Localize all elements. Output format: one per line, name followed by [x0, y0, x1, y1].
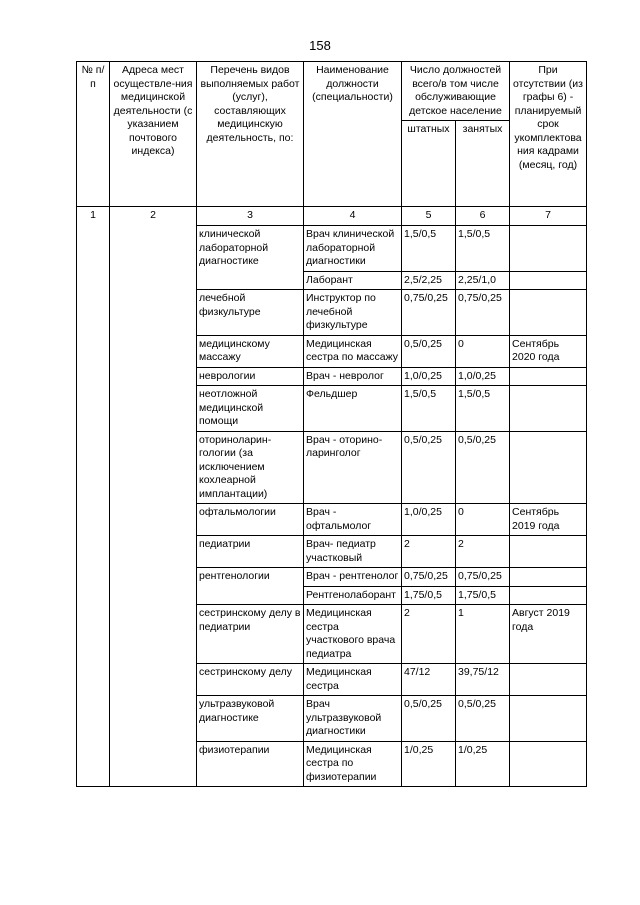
row-occupied-count: 0,75/0,25 — [456, 568, 510, 587]
row-address-cell — [110, 367, 197, 386]
row-number-cell — [77, 290, 110, 336]
row-occupied-count: 0,5/0,25 — [456, 696, 510, 742]
row-address-cell — [110, 290, 197, 336]
header-row — [77, 62, 587, 121]
colnum-3: 3 — [197, 207, 304, 226]
row-number-cell — [77, 226, 110, 272]
row-staffing-term — [510, 586, 587, 605]
row-work-type: ультразвуковой диагностике — [197, 696, 304, 742]
row-address-cell — [110, 226, 197, 272]
page-number: 158 — [309, 38, 331, 53]
row-occupied-count: 0,5/0,25 — [456, 431, 510, 504]
table-row — [77, 586, 587, 605]
row-position: Врач клинической лабораторной диагностики — [304, 226, 402, 272]
row-work-type: медицинскому массажу — [197, 335, 304, 367]
table-row — [77, 568, 587, 587]
table-row — [77, 664, 587, 696]
row-staffing-term — [510, 271, 587, 290]
colnum-4: 4 — [304, 207, 402, 226]
row-occupied-count: 0,75/0,25 — [456, 290, 510, 336]
row-staff-count: 1,0/0,25 — [402, 504, 456, 536]
row-address-cell — [110, 586, 197, 605]
row-address-cell — [110, 696, 197, 742]
row-staffing-term: Август 2019 года — [510, 605, 587, 664]
row-staffing-term — [510, 568, 587, 587]
row-staff-count: 1,5/0,5 — [402, 226, 456, 272]
row-staff-count: 47/12 — [402, 664, 456, 696]
row-number-cell — [77, 335, 110, 367]
row-position: Врач ультразвуковой диагностики — [304, 696, 402, 742]
row-staff-count: 1,5/0,5 — [402, 386, 456, 432]
column-numbers-row — [77, 207, 587, 226]
row-occupied-count: 1 — [456, 605, 510, 664]
row-number-cell — [77, 536, 110, 568]
row-work-type: неврологии — [197, 367, 304, 386]
row-position: Врач - невролог — [304, 367, 402, 386]
row-position: Рентгенолаборант — [304, 586, 402, 605]
row-staff-count: 1,75/0,5 — [402, 586, 456, 605]
row-number-cell — [77, 741, 110, 787]
row-staffing-term: Сентябрь 2019 года — [510, 504, 587, 536]
row-address-cell — [110, 504, 197, 536]
row-address-cell — [110, 431, 197, 504]
row-number-cell — [77, 504, 110, 536]
row-address-cell — [110, 568, 197, 587]
row-work-type: сестринскому делу в педиатрии — [197, 605, 304, 664]
row-address-cell — [110, 741, 197, 787]
row-address-cell — [110, 335, 197, 367]
table-row — [77, 271, 587, 290]
row-work-type: педиатрии — [197, 536, 304, 568]
row-staffing-term — [510, 696, 587, 742]
row-number-cell — [77, 696, 110, 742]
row-position: Медицинская сестра участкового врача педиатра — [304, 605, 402, 664]
row-address-cell — [110, 271, 197, 290]
table-row — [77, 386, 587, 432]
table-row — [77, 290, 587, 336]
row-work-type: сестринскому делу — [197, 664, 304, 696]
row-staffing-term — [510, 741, 587, 787]
colnum-5: 5 — [402, 207, 456, 226]
header-staff: штатных — [402, 121, 456, 207]
row-staffing-term — [510, 536, 587, 568]
colnum-6: 6 — [456, 207, 510, 226]
table-row — [77, 335, 587, 367]
row-occupied-count: 2,25/1,0 — [456, 271, 510, 290]
row-position: Медицинская сестра по физиотерапии — [304, 741, 402, 787]
table-row — [77, 605, 587, 664]
row-position: Врач - оторино-ларинголог — [304, 431, 402, 504]
row-staffing-term — [510, 664, 587, 696]
row-staff-count: 0,75/0,25 — [402, 568, 456, 587]
row-number-cell — [77, 367, 110, 386]
row-position: Врач - рентгенолог — [304, 568, 402, 587]
header-term: При отсутствии (из графы 6) - планируемый срок укомплектования кадрами (месяц, год) — [510, 62, 587, 207]
row-number-cell — [77, 386, 110, 432]
row-staff-count: 0,5/0,25 — [402, 431, 456, 504]
row-work-type: лечебной физкультуре — [197, 290, 304, 336]
row-address-cell — [110, 386, 197, 432]
row-position: Фельдшер — [304, 386, 402, 432]
row-staffing-term: Сентябрь 2020 года — [510, 335, 587, 367]
header-position: Наименование должности (специальности) — [304, 62, 402, 207]
row-position: Медицинская сестра по массажу — [304, 335, 402, 367]
row-work-type: неотложной медицинской помощи — [197, 386, 304, 432]
row-staffing-term — [510, 290, 587, 336]
row-number-cell — [77, 271, 110, 290]
colnum-1: 1 — [77, 207, 110, 226]
row-number-cell — [77, 431, 110, 504]
header-number: № п/п — [77, 62, 110, 207]
colnum-2: 2 — [110, 207, 197, 226]
table-row — [77, 741, 587, 787]
row-occupied-count: 1,5/0,5 — [456, 386, 510, 432]
header-occupied: занятых — [456, 121, 510, 207]
row-number-cell — [77, 568, 110, 587]
row-staff-count: 1,0/0,25 — [402, 367, 456, 386]
row-address-cell — [110, 664, 197, 696]
row-number-cell — [77, 664, 110, 696]
header-address: Адреса мест осуществле-ния медицинской деятельности (с указанием почтового индекса) — [110, 62, 197, 207]
table-row — [77, 504, 587, 536]
row-staff-count: 0,5/0,25 — [402, 335, 456, 367]
row-staff-count: 2,5/2,25 — [402, 271, 456, 290]
row-staff-count: 2 — [402, 536, 456, 568]
row-staffing-term — [510, 226, 587, 272]
row-occupied-count: 1,0/0,25 — [456, 367, 510, 386]
row-occupied-count: 1,75/0,5 — [456, 586, 510, 605]
row-staffing-term — [510, 431, 587, 504]
staffing-table — [76, 61, 587, 787]
table-row — [77, 431, 587, 504]
row-position: Врач- педиатр участковый — [304, 536, 402, 568]
row-position: Инструктор по лечебной физкультуре — [304, 290, 402, 336]
table-row — [77, 367, 587, 386]
colnum-7: 7 — [510, 207, 587, 226]
row-work-type: физиотерапии — [197, 741, 304, 787]
row-position: Лаборант — [304, 271, 402, 290]
row-occupied-count: 0 — [456, 335, 510, 367]
row-occupied-count: 0 — [456, 504, 510, 536]
row-position: Медицинская сестра — [304, 664, 402, 696]
table-row — [77, 536, 587, 568]
row-work-type: офтальмологии — [197, 504, 304, 536]
table-row — [77, 226, 587, 272]
header-positions-count: Число должностей всего/в том числе обслуживающие детское население — [402, 62, 510, 121]
row-work-type: клинической лабораторной диагностике — [197, 226, 304, 290]
row-staff-count: 2 — [402, 605, 456, 664]
header-works: Перечень видов выполняемых работ (услуг), составляющих медицинскую деятельность, по: — [197, 62, 304, 207]
row-occupied-count: 39,75/12 — [456, 664, 510, 696]
row-occupied-count: 1,5/0,5 — [456, 226, 510, 272]
row-staff-count: 1/0,25 — [402, 741, 456, 787]
row-address-cell — [110, 536, 197, 568]
row-staff-count: 0,5/0,25 — [402, 696, 456, 742]
row-position: Врач - офтальмолог — [304, 504, 402, 536]
row-staffing-term — [510, 367, 587, 386]
table-row — [77, 696, 587, 742]
row-staffing-term — [510, 386, 587, 432]
row-occupied-count: 2 — [456, 536, 510, 568]
row-work-type: рентгенологии — [197, 568, 304, 605]
row-number-cell — [77, 605, 110, 664]
row-number-cell — [77, 586, 110, 605]
row-staff-count: 0,75/0,25 — [402, 290, 456, 336]
row-work-type: оториноларин-гологии (за исключением кохлеарной имплантации) — [197, 431, 304, 504]
row-occupied-count: 1/0,25 — [456, 741, 510, 787]
row-address-cell — [110, 605, 197, 664]
